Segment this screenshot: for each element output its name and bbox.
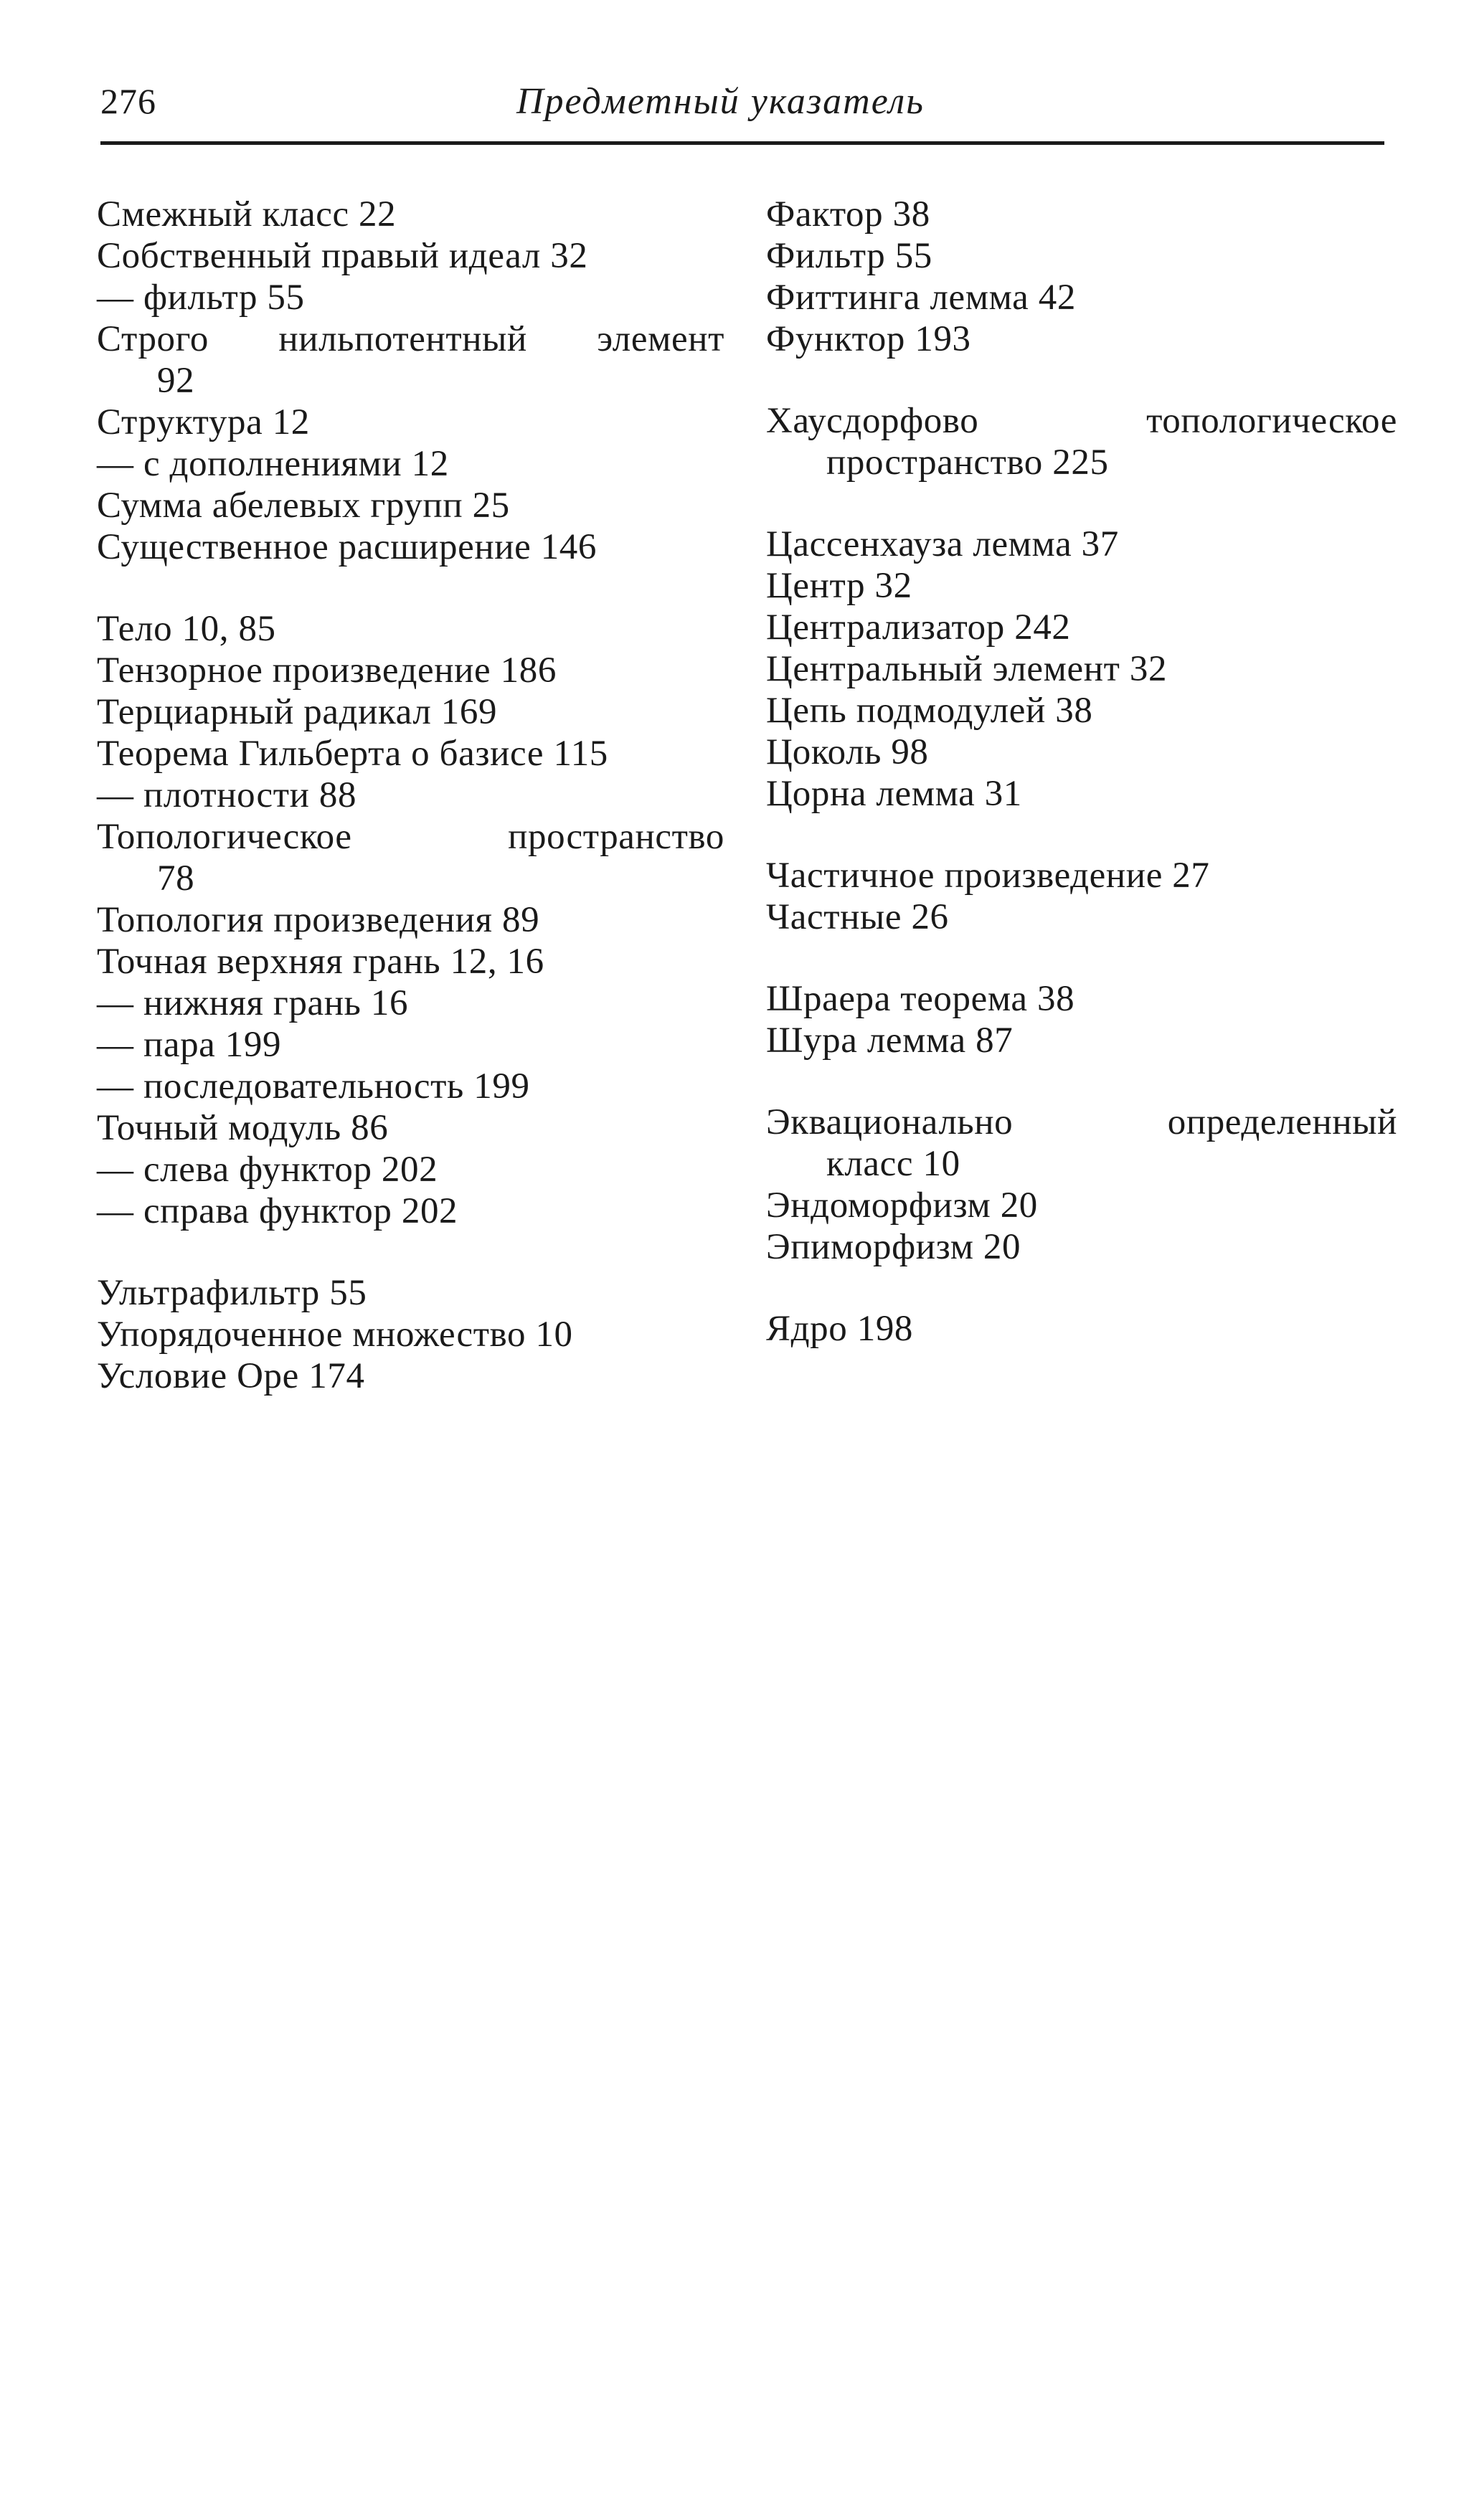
index-entry xyxy=(97,1107,724,1149)
index-letter-group xyxy=(766,400,1397,483)
index-entry-text: Централизатор 242 xyxy=(766,607,1071,648)
index-entry-continuation: пространство 225 xyxy=(826,442,1109,483)
index-entry xyxy=(97,691,724,733)
index-column-left xyxy=(97,194,724,1437)
index-entry-continuation: 78 xyxy=(157,858,195,899)
index-entry-text: Эпиморфизм 20 xyxy=(766,1227,1021,1267)
index-entry xyxy=(766,1308,1397,1350)
index-entry-text: Центральный элемент 32 xyxy=(766,649,1168,689)
index-entry xyxy=(97,775,724,816)
index-entry xyxy=(97,899,724,941)
index-entry-text: Структура 12 xyxy=(97,402,310,442)
index-entry xyxy=(97,608,724,650)
index-entry-text: Цорна лемма 31 xyxy=(766,774,1022,814)
index-entry-text: Тензорное произведение 186 xyxy=(97,650,557,691)
index-entry xyxy=(97,485,724,526)
index-entry-text: Тело 10, 85 xyxy=(97,609,276,649)
index-entry-text: Упорядоченное множество 10 xyxy=(97,1315,573,1355)
index-entry-continuation: класс 10 xyxy=(826,1144,960,1184)
index-entry-text: Эквационально определенный xyxy=(766,1102,1397,1142)
index-entry xyxy=(766,318,1397,360)
index-entry xyxy=(97,1149,724,1190)
index-entry xyxy=(97,1355,724,1397)
index-entry-text: Сумма абелевых групп 25 xyxy=(97,485,510,526)
index-letter-group xyxy=(766,978,1397,1061)
index-entry xyxy=(97,277,724,318)
index-entry-text: Теорема Гильберта о базисе 115 xyxy=(97,734,608,774)
index-entry xyxy=(766,1102,1397,1185)
index-entry xyxy=(766,1226,1397,1268)
index-letter-group xyxy=(766,1308,1397,1350)
index-entry-text: Собственный правый идеал 32 xyxy=(97,236,588,276)
index-entry xyxy=(766,648,1397,690)
index-entry-text: Топология произведения 89 xyxy=(97,900,540,940)
index-letter-group xyxy=(766,855,1397,938)
index-entry-text: Шура лемма 87 xyxy=(766,1020,1014,1061)
index-entry-text: Смежный класс 22 xyxy=(97,194,397,235)
index-entry xyxy=(766,524,1397,565)
index-entry xyxy=(766,855,1397,896)
index-entry-text: — фильтр 55 xyxy=(97,278,305,318)
index-entry-text: Топологическое пространство xyxy=(97,817,724,857)
index-entry xyxy=(766,607,1397,648)
index-entry-text: Частичное произведение 27 xyxy=(766,856,1210,896)
index-entry xyxy=(97,402,724,443)
index-entry xyxy=(97,733,724,775)
index-entry-text: Частные 26 xyxy=(766,897,949,937)
page-header xyxy=(100,72,1384,143)
index-entry-text: — пара 199 xyxy=(97,1025,282,1065)
index-entry xyxy=(766,400,1397,483)
index-entry-text: Эндоморфизм 20 xyxy=(766,1185,1038,1226)
index-entry xyxy=(766,978,1397,1020)
header-rule xyxy=(100,141,1384,145)
index-entry-text: Центр 32 xyxy=(766,566,912,606)
index-entry xyxy=(97,1314,724,1355)
index-entry xyxy=(97,235,724,277)
index-entry-text: — справа функтор 202 xyxy=(97,1191,458,1231)
index-letter-group xyxy=(766,1102,1397,1268)
index-entry-text: — нижняя грань 16 xyxy=(97,983,409,1023)
running-title: Предметный указатель xyxy=(516,81,925,122)
index-entry-text: Цассенхауза лемма 37 xyxy=(766,524,1119,564)
index-entry xyxy=(766,277,1397,318)
index-letter-group xyxy=(766,524,1397,815)
index-entry-text: Цоколь 98 xyxy=(766,732,929,772)
index-entry-text: Фиттинга лемма 42 xyxy=(766,278,1076,318)
index-entry-text: Шраера теорема 38 xyxy=(766,979,1075,1019)
index-entry-text: — плотности 88 xyxy=(97,775,357,815)
index-entry xyxy=(766,773,1397,815)
index-entry-text: — с дополнениями 12 xyxy=(97,444,449,484)
index-entry-text: Фильтр 55 xyxy=(766,236,932,276)
index-entry xyxy=(766,896,1397,938)
index-entry xyxy=(97,941,724,982)
index-entry xyxy=(766,731,1397,773)
index-entry-text: Точная верхняя грань 12, 16 xyxy=(97,942,544,982)
index-entry xyxy=(97,526,724,568)
index-entry xyxy=(766,1020,1397,1061)
index-entry xyxy=(766,1185,1397,1226)
index-entry-text: Существенное расширение 146 xyxy=(97,527,597,567)
index-entry xyxy=(97,318,724,402)
index-column-right xyxy=(766,194,1397,1390)
index-entry xyxy=(97,1190,724,1232)
index-entry xyxy=(766,194,1397,235)
index-entry-text: Строго нильпотентный элемент xyxy=(97,319,724,359)
index-entry xyxy=(97,443,724,485)
index-entry xyxy=(766,565,1397,607)
index-entry-continuation: 92 xyxy=(157,361,195,401)
index-entry-text: Ядро 198 xyxy=(766,1309,914,1349)
index-entry-text: — последовательность 199 xyxy=(97,1066,530,1107)
index-entry xyxy=(97,1066,724,1107)
index-entry xyxy=(97,1272,724,1314)
index-letter-group xyxy=(97,194,724,568)
index-entry-text: Цепь подмодулей 38 xyxy=(766,691,1093,731)
index-entry-text: Хаусдорфово топологическое xyxy=(766,401,1397,441)
index-entry-text: Условие Оре 174 xyxy=(97,1356,365,1396)
index-entry xyxy=(97,650,724,691)
index-entry-text: Функтор 193 xyxy=(766,319,971,359)
index-entry xyxy=(766,235,1397,277)
index-entry xyxy=(97,816,724,899)
index-entry xyxy=(766,690,1397,731)
index-entry xyxy=(97,194,724,235)
index-entry-text: Точный модуль 86 xyxy=(97,1108,389,1148)
index-entry-text: Фактор 38 xyxy=(766,194,930,235)
page-number: 276 xyxy=(100,81,156,121)
index-entry xyxy=(97,1024,724,1066)
index-letter-group xyxy=(97,1272,724,1397)
index-entry-text: Терциарный радикал 169 xyxy=(97,692,498,732)
index-letter-group xyxy=(97,608,724,1232)
index-entry xyxy=(97,982,724,1024)
index-letter-group xyxy=(766,194,1397,360)
index-entry-text: — слева функтор 202 xyxy=(97,1150,438,1190)
index-entry-text: Ультрафильтр 55 xyxy=(97,1273,367,1313)
